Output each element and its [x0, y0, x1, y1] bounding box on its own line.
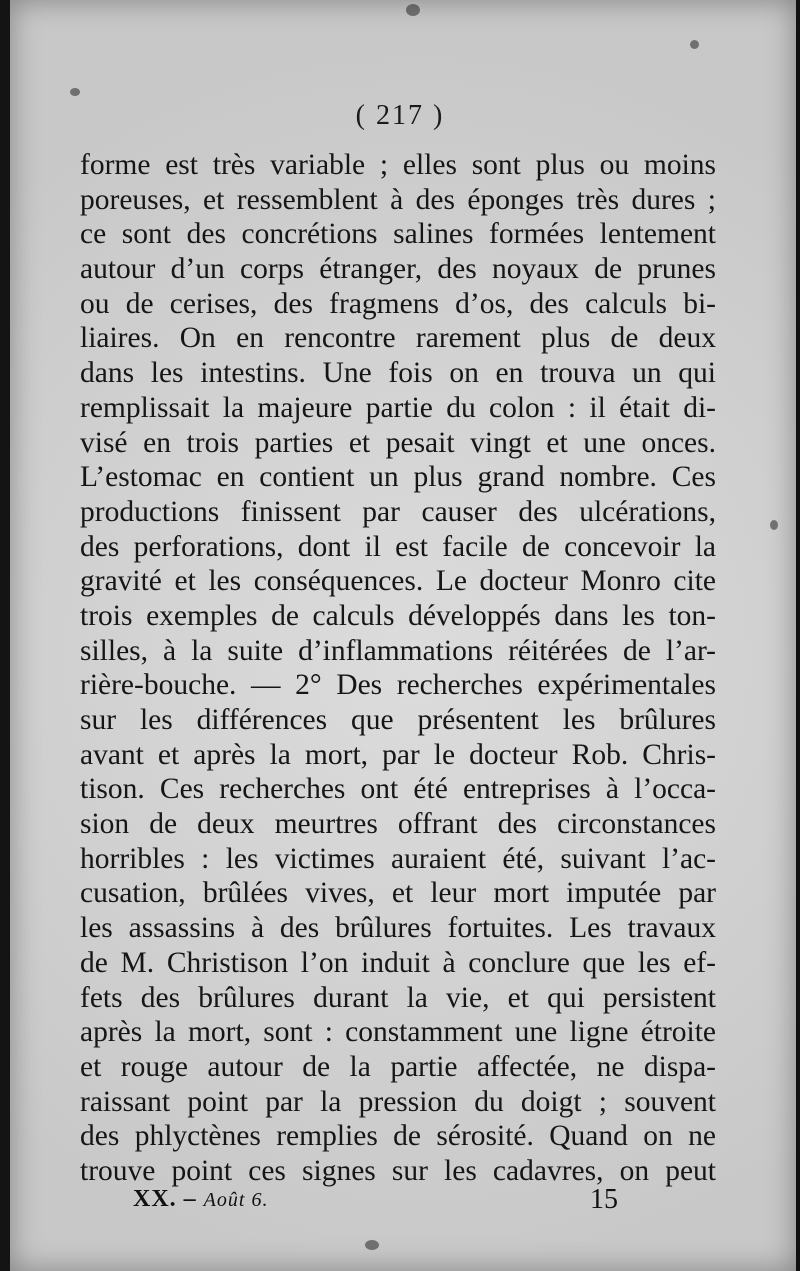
text-line: des perforations, dont il est facile de concevoir la — [80, 530, 716, 563]
text-line: horribles : les victimes auraient été, suivant l’ac- — [80, 842, 716, 875]
text-line: trois exemples de calculs développés dans les ton- — [80, 599, 716, 632]
page-number: ( 217 ) — [355, 100, 445, 131]
page-footer — [0, 1184, 800, 1224]
text-line: forme est très variable ; elles sont plus ou moins — [80, 149, 716, 181]
text-line: L’estomac en contient un plus grand nombre. Ces — [80, 461, 716, 494]
text-line: et rouge autour de la partie affectée, ne dispa- — [80, 1050, 716, 1083]
ink-spot — [365, 1240, 379, 1250]
text-line: fets des brûlures durant la vie, et qui persistent — [80, 981, 716, 1014]
text-line: productions finissent par causer des ulcérations, — [80, 495, 716, 528]
ink-spot — [70, 88, 80, 96]
ink-spot — [690, 40, 699, 49]
text-line: des phlyctènes remplies de sérosité. Quand on ne — [80, 1120, 716, 1153]
text-line: après la mort, sont : constamment une ligne étroite — [80, 1016, 716, 1049]
text-line: rière-bouche. — 2° Des recherches expérimentales — [80, 669, 716, 702]
text-line: liaires. On en rencontre rarement plus de deux — [80, 322, 716, 355]
text-line: trouve point ces signes sur les cadavres, on peut — [80, 1154, 716, 1187]
text-line: visé en trois parties et pesait vingt et une onces. — [80, 426, 716, 459]
signature-month: Août 6. — [203, 1189, 269, 1211]
text-line: ou de cerises, des fragmens d’os, des calculs bi- — [80, 287, 716, 320]
text-line: avant et après la mort, par le docteur Rob. Chris- — [80, 738, 716, 771]
ink-spot — [770, 520, 778, 530]
text-line: de M. Christison l’on induit à conclure que les ef- — [80, 946, 716, 979]
text-line: silles, à la suite d’inflammations réitérées de l’ar- — [80, 634, 716, 667]
text-line: tison. Ces recherches ont été entreprises à l’occa- — [80, 773, 716, 806]
text-line: poreuses, et ressemblent à des éponges très dures ; — [80, 183, 716, 216]
signature-mark — [133, 1186, 268, 1213]
text-line: autour d’un corps étranger, des noyaux de prunes — [80, 253, 716, 286]
text-line: ce sont des concrétions salines formées lentement — [80, 218, 716, 251]
folio-number: 15 — [590, 1184, 618, 1215]
text-line: les assassins à des brûlures fortuites. Les travaux — [80, 912, 716, 945]
body-text — [80, 148, 716, 1189]
text-line: dans les intestins. Une fois on en trouva un qui — [80, 357, 716, 390]
text-line: sion de deux meurtres offrant des circonstances — [80, 808, 716, 841]
text-line: raissant point par la pression du doigt ; souvent — [80, 1085, 716, 1118]
text-line: gravité et les conséquences. Le docteur Monro cite — [80, 565, 716, 598]
text-line: remplissait la majeure partie du colon : il était di- — [80, 391, 716, 424]
text-line: sur les différences que présentent les brûlures — [80, 704, 716, 736]
ink-spot — [406, 4, 420, 16]
signature-label: XX. – — [133, 1186, 197, 1212]
text-line: cusation, brûlées vives, et leur mort imputée par — [80, 877, 716, 910]
page-edge — [796, 0, 800, 1271]
